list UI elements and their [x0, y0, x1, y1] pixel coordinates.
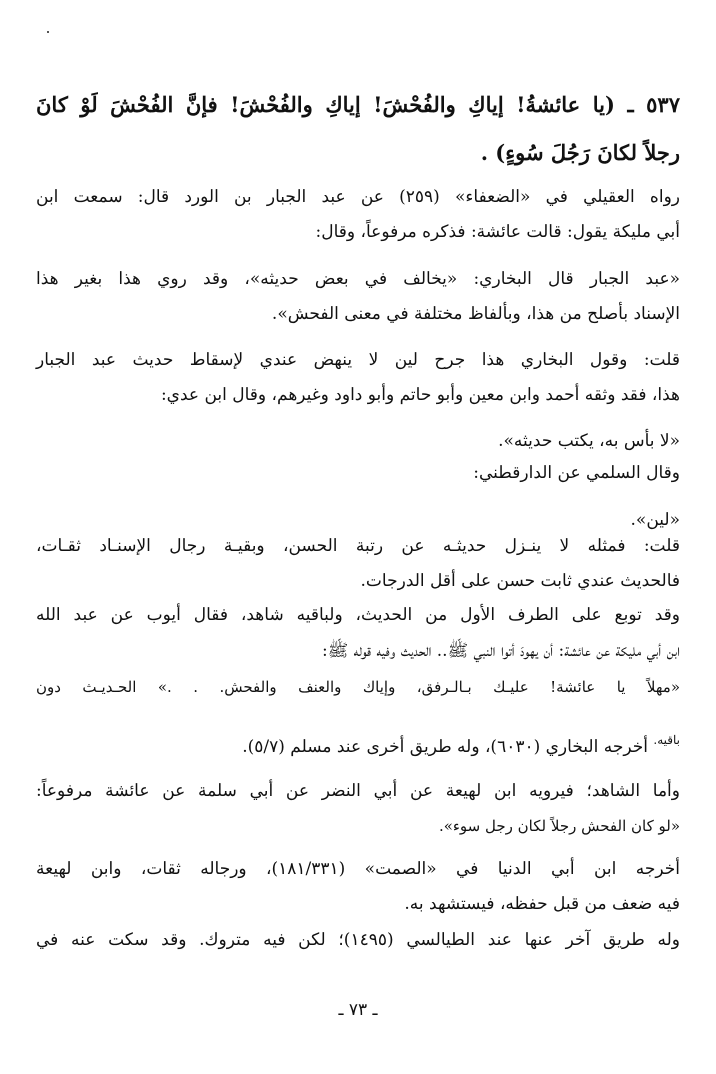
page-number: ـ ٧٣ ـ	[338, 1000, 378, 1020]
body-line: وله طريق آخر عنها عند الطيالسي (١٤٩٥)؛ لكن فيه متروك. وقد سكت عنه في	[36, 930, 680, 950]
quote-line: «لو كان الفحش رجلاً لكان رجل سوء».	[438, 817, 680, 835]
quote-line: «لين».	[630, 510, 680, 530]
body-line: فالحديث عندي ثابت حسن على أقل الدرجات.	[360, 571, 680, 591]
continuation-word: باقيه.	[653, 733, 680, 747]
body-line-with-continuation	[242, 726, 680, 761]
body-line: هذا، فقد وثقه أحمد وابن معين وأبو حاتم وأبو داود وغيرهم، وقال ابن عدي:	[160, 385, 680, 405]
hadith-heading-line-1: ٥٣٧ ـ (يا عائشةُ! إياكِ والفُحْشَ! إياكِ والفُحْشَ! فإنَّ الفُحْشَ لَوْ كانَ	[36, 92, 680, 117]
body-line: وأما الشاهد؛ فيرويه ابن لهيعة عن أبي النضر عن أبي سلمة عن عائشة مرفوعاً:	[36, 781, 680, 801]
hadith-heading-line-2: رجلاً لكانَ رَجُلَ سُوءٍ) .	[480, 140, 680, 165]
body-line: أخرجه ابن أبي الدنيا في «الصمت» (١٨١/٣٣١)، ورجاله ثقات، وابن لهيعة	[36, 859, 680, 879]
body-line: أبي مليكة يقول: قالت عائشة: فذكره مرفوعاً، وقال:	[315, 222, 680, 242]
quote-line: «لا بأس به، يكتب حديثه».	[498, 431, 680, 451]
body-line: فيه ضعف من قبل حفظه، فيستشهد به.	[404, 894, 680, 914]
body-line: قلت: وقول البخاري هذا جرح لين لا ينهض عندي لإسقاط حديث عبد الجبار	[36, 350, 680, 370]
body-text: أخرجه البخاري (٦٠٣٠)، وله طريق أخرى عند مسلم (٥/٧).	[242, 737, 648, 757]
body-line: وقال السلمي عن الدارقطني:	[473, 463, 680, 483]
body-line: ابن أبي مليكة عن عائشة: أن يهودَ أتوا النبي ﷺ.. الحديث وفيه قوله ﷺ:	[322, 641, 680, 661]
quote-line: «عبد الجبار قال البخاري: «يخالف في بعض حديثه»، وقد روي هذا بغير هذا	[36, 269, 680, 289]
quote-line: الإسناد بأصلح من هذا، وبألفاظ مختلفة في معنى الفحش».	[271, 304, 680, 324]
body-line: قلت: فمثله لا ينـزل حديثـه عن رتبة الحسن، وبقيـة رجال الإسنـاد ثقـات،	[36, 536, 680, 556]
stray-ink-dot	[47, 31, 49, 33]
body-line: وقد توبع على الطرف الأول من الحديث، ولباقيه شاهد، فقال أيوب عن عبد الله	[36, 605, 680, 625]
body-line: رواه العقيلي في «الضعفاء» (٢٥٩) عن عبد الجبار بن الورد قال: سمعت ابن	[36, 187, 680, 207]
quote-line: «مهلاً يا عائشة! عليـك بـالـرفق، وإياك والعنف والفحش. . .» الحـديـث دون	[36, 678, 680, 696]
